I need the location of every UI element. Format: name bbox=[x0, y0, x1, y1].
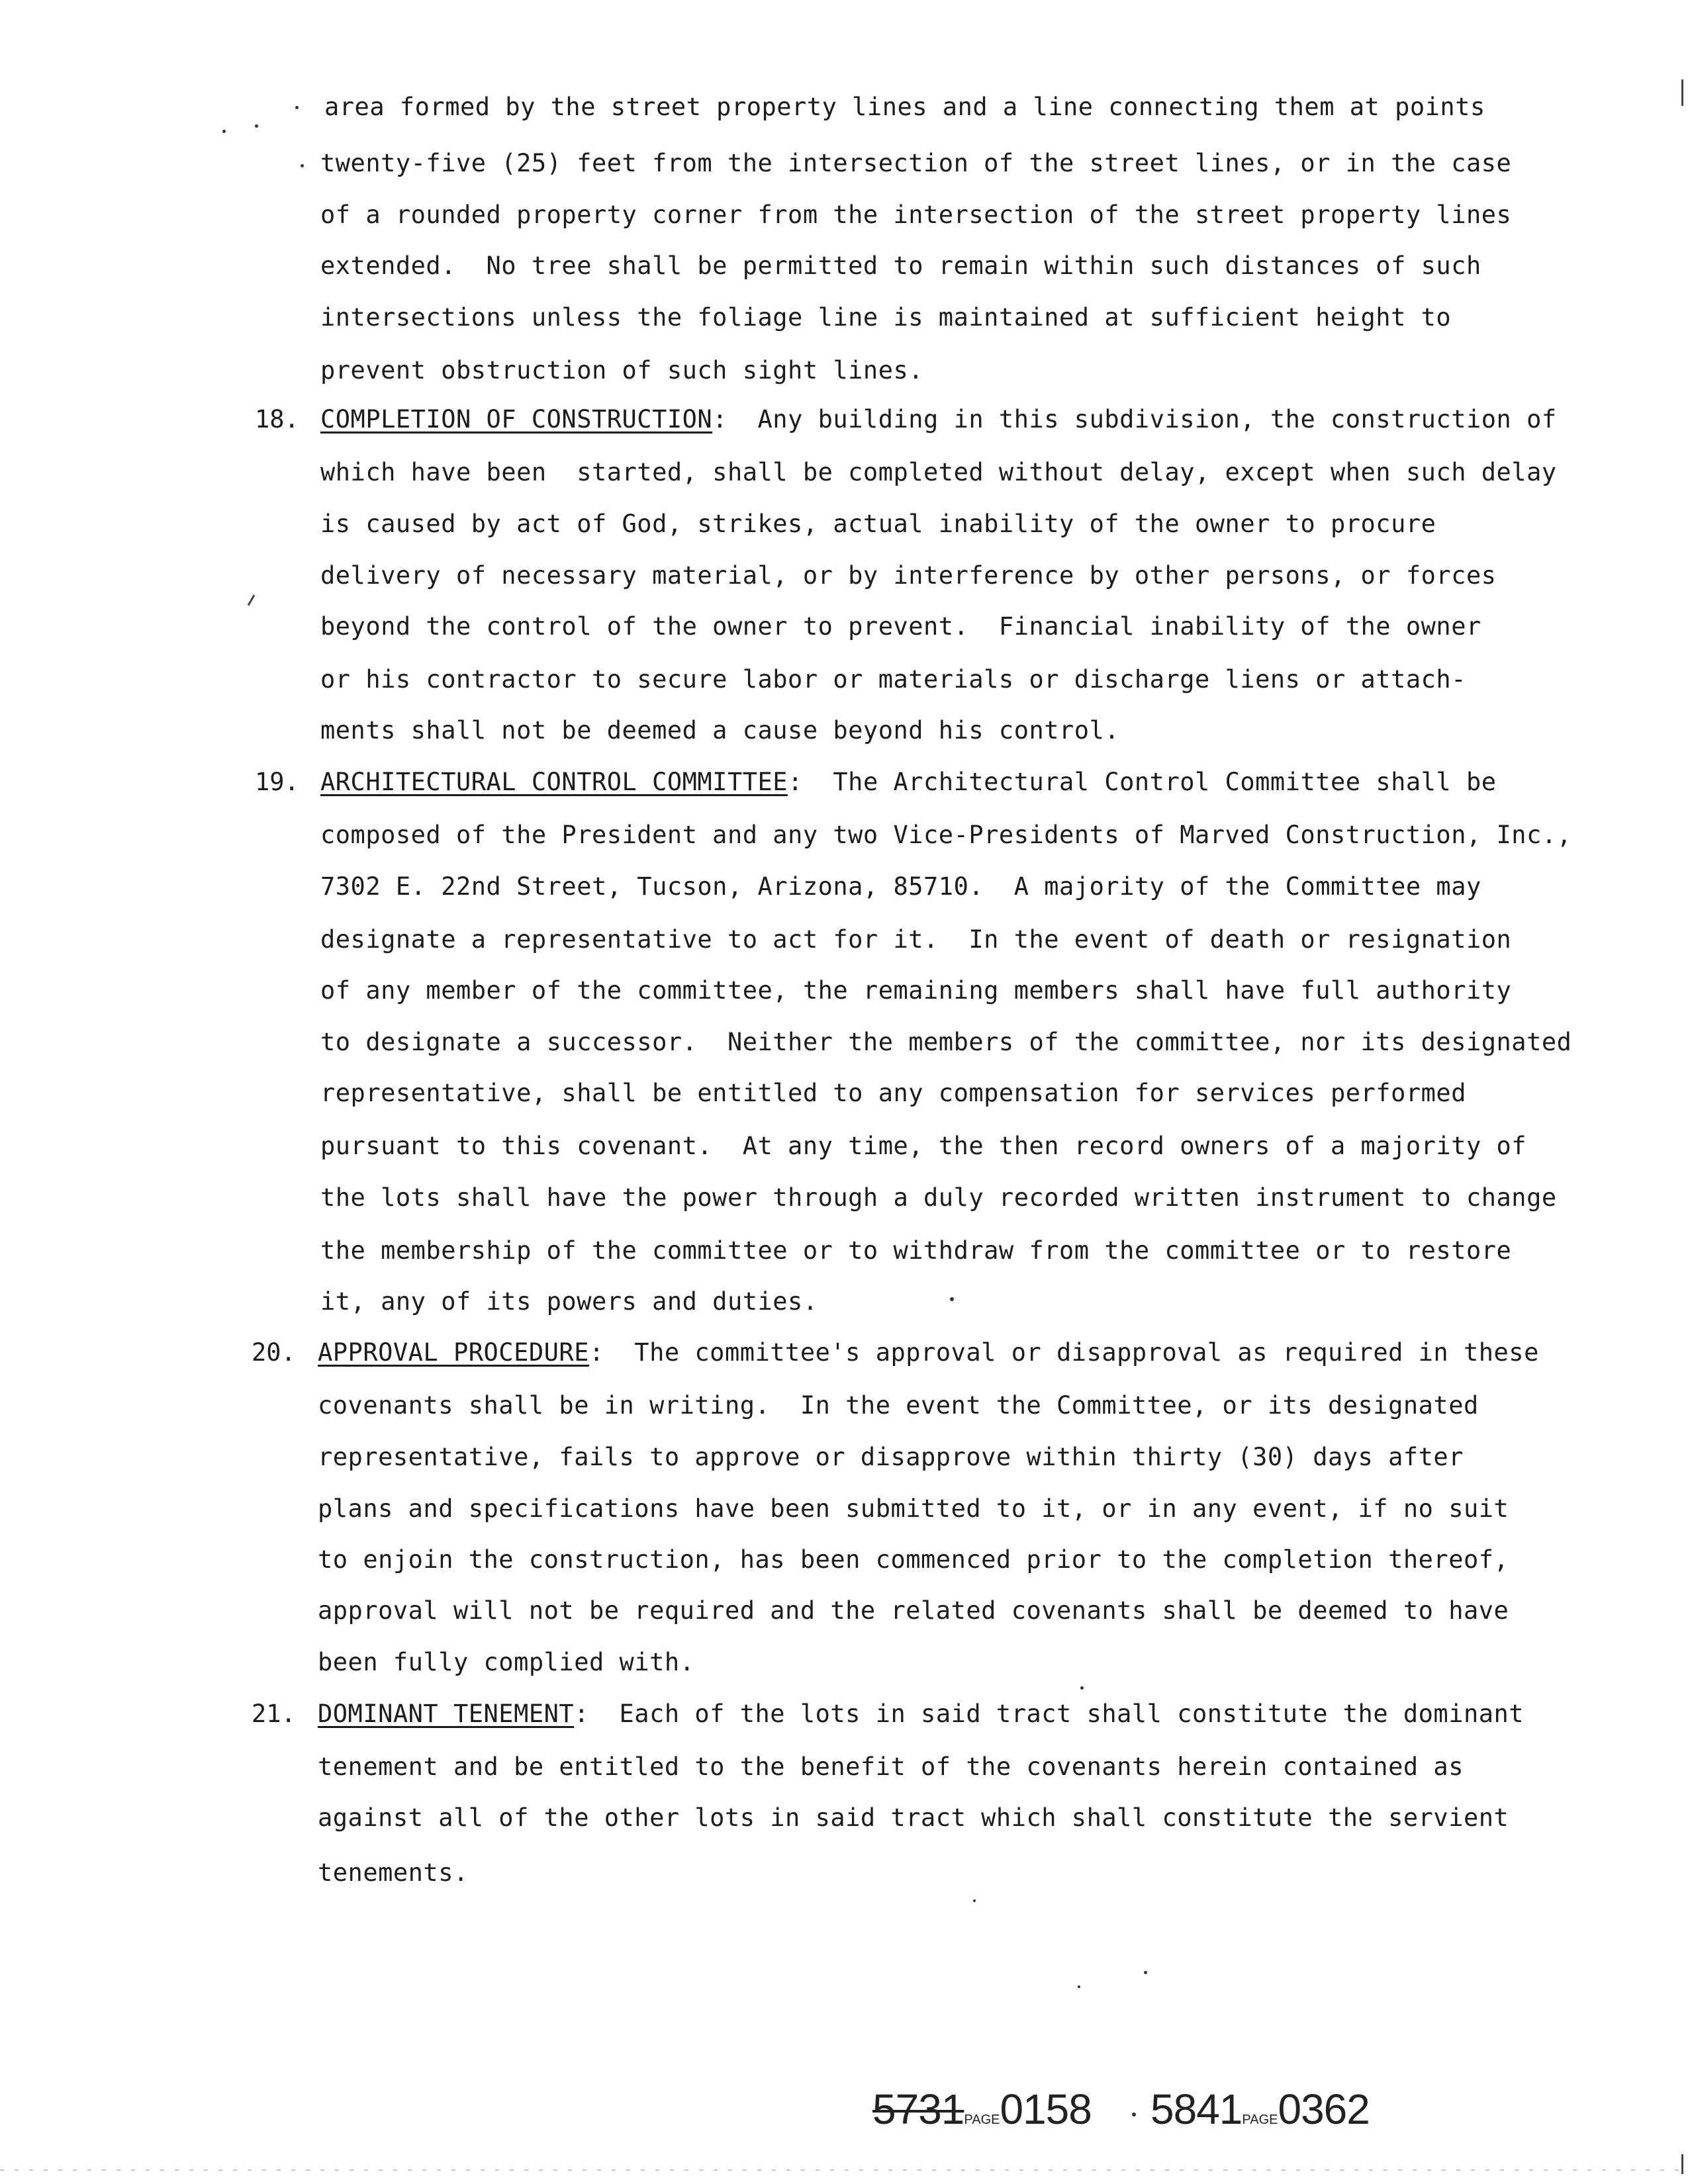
scan-speck bbox=[973, 1899, 976, 1902]
section-heading-line bbox=[320, 768, 1497, 796]
section-heading: APPROVAL PROCEDURE bbox=[318, 1338, 589, 1367]
section-line: delivery of necessary material, or by interference by other persons, or forces bbox=[320, 561, 1497, 590]
section-line: covenants shall be in writing. In the event the Committee, or its designated bbox=[318, 1391, 1479, 1420]
recording-stamp-old bbox=[872, 2085, 1092, 2134]
scan-speck bbox=[1144, 1971, 1147, 1974]
section-heading: ARCHITECTURAL CONTROL COMMITTEE bbox=[320, 768, 788, 796]
scan-edge-dots bbox=[0, 2169, 1688, 2171]
section-line: tenements. bbox=[318, 1858, 469, 1887]
scan-speck bbox=[301, 164, 304, 167]
section-line: the membership of the committee or to withdraw from the committee or to restore bbox=[320, 1236, 1512, 1265]
intro-line: twenty-five (25) feet from the intersection of the street lines, or in the case bbox=[320, 149, 1512, 177]
margin-mark bbox=[1681, 2154, 1683, 2174]
section-line: of any member of the committee, the remaining members shall have full authority bbox=[320, 976, 1512, 1005]
section-line: 7302 E. 22nd Street, Tucson, Arizona, 85710. A majority of the Committee may bbox=[320, 872, 1481, 901]
section-heading-rest: : The Architectural Control Committee shall be bbox=[788, 768, 1497, 796]
section-heading-line bbox=[318, 1700, 1524, 1728]
section-line: plans and specifications have been submitted to it, or in any event, if no suit bbox=[318, 1494, 1509, 1523]
docket-number: 5841 bbox=[1150, 2085, 1243, 2133]
intro-line: extended. No tree shall be permitted to remain within such distances of such bbox=[320, 251, 1481, 280]
margin-mark bbox=[1681, 79, 1683, 106]
section-line: representative, fails to approve or disapprove within thirty (30) days after bbox=[318, 1443, 1464, 1471]
scan-speck bbox=[255, 124, 258, 128]
scan-speck bbox=[1132, 2113, 1136, 2116]
section-heading: DOMINANT TENEMENT bbox=[318, 1700, 575, 1728]
section-line: representative, shall be entitled to any compensation for services performed bbox=[320, 1079, 1466, 1107]
section-number: 20. bbox=[252, 1338, 296, 1367]
section-line: pursuant to this covenant. At any time, the then record owners of a majority of bbox=[320, 1132, 1527, 1160]
section-heading: COMPLETION OF CONSTRUCTION bbox=[320, 405, 713, 433]
section-number: 21. bbox=[252, 1700, 296, 1728]
section-line: beyond the control of the owner to prevent. Financial inability of the owner bbox=[320, 612, 1481, 641]
section-line: it, any of its powers and duties. bbox=[320, 1287, 818, 1316]
intro-line: of a rounded property corner from the intersection of the street property lines bbox=[320, 201, 1512, 229]
scan-speck bbox=[222, 130, 226, 133]
section-line: approval will not be required and the related covenants shall be deemed to have bbox=[318, 1596, 1509, 1625]
section-number: 19. bbox=[255, 768, 299, 796]
section-line: been fully complied with. bbox=[318, 1648, 695, 1676]
section-line: tenement and be entitled to the benefit of the covenants herein contained as bbox=[318, 1752, 1464, 1781]
section-heading-rest: : Each of the lots in said tract shall constitute the dominant bbox=[574, 1700, 1524, 1728]
intro-line: intersections unless the foliage line is maintained at sufficient height to bbox=[320, 303, 1452, 332]
section-number: 18. bbox=[255, 405, 299, 433]
scan-speck bbox=[1080, 1686, 1084, 1690]
section-line: which have been started, shall be completed without delay, except when such delay bbox=[320, 458, 1557, 486]
old-page-label: PAGE bbox=[964, 2113, 1000, 2127]
section-line: to enjoin the construction, has been commenced prior to the completion thereof, bbox=[318, 1545, 1509, 1574]
section-heading-rest: : Any building in this subdivision, the construction of bbox=[712, 405, 1557, 433]
section-heading-line bbox=[320, 405, 1557, 433]
section-heading-line bbox=[318, 1338, 1539, 1367]
page-label: PAGE bbox=[1242, 2113, 1278, 2127]
scan-speck bbox=[1078, 1985, 1080, 1988]
section-line: is caused by act of God, strikes, actual inability of the owner to procure bbox=[320, 510, 1436, 538]
section-line: against all of the other lots in said tract which shall constitute the servient bbox=[318, 1803, 1509, 1832]
scan-speck bbox=[950, 1297, 954, 1301]
section-heading-rest: : The committee's approval or disapproval as required in these bbox=[588, 1338, 1539, 1367]
intro-line: area formed by the street property lines and a line connecting them at points bbox=[324, 93, 1485, 121]
section-line: ments shall not be deemed a cause beyond his control. bbox=[320, 716, 1120, 745]
recording-stamp bbox=[1150, 2085, 1370, 2134]
intro-line: prevent obstruction of such sight lines. bbox=[320, 356, 924, 385]
section-line: or his contractor to secure labor or materials or discharge liens or attach- bbox=[320, 665, 1466, 694]
scan-speck bbox=[295, 106, 299, 109]
section-line: to designate a successor. Neither the members of the committee, nor its designated bbox=[320, 1028, 1572, 1056]
margin-mark bbox=[248, 594, 256, 606]
section-line: composed of the President and any two Vice-Presidents of Marved Construction, Inc., bbox=[320, 821, 1572, 849]
page-number: 0362 bbox=[1278, 2085, 1370, 2133]
section-line: designate a representative to act for it. In the event of death or resignation bbox=[320, 925, 1512, 954]
old-page-number: 0158 bbox=[1000, 2085, 1092, 2133]
old-docket-number: 5731 bbox=[872, 2085, 964, 2133]
section-line: the lots shall have the power through a duly recorded written instrument to change bbox=[320, 1183, 1557, 1212]
